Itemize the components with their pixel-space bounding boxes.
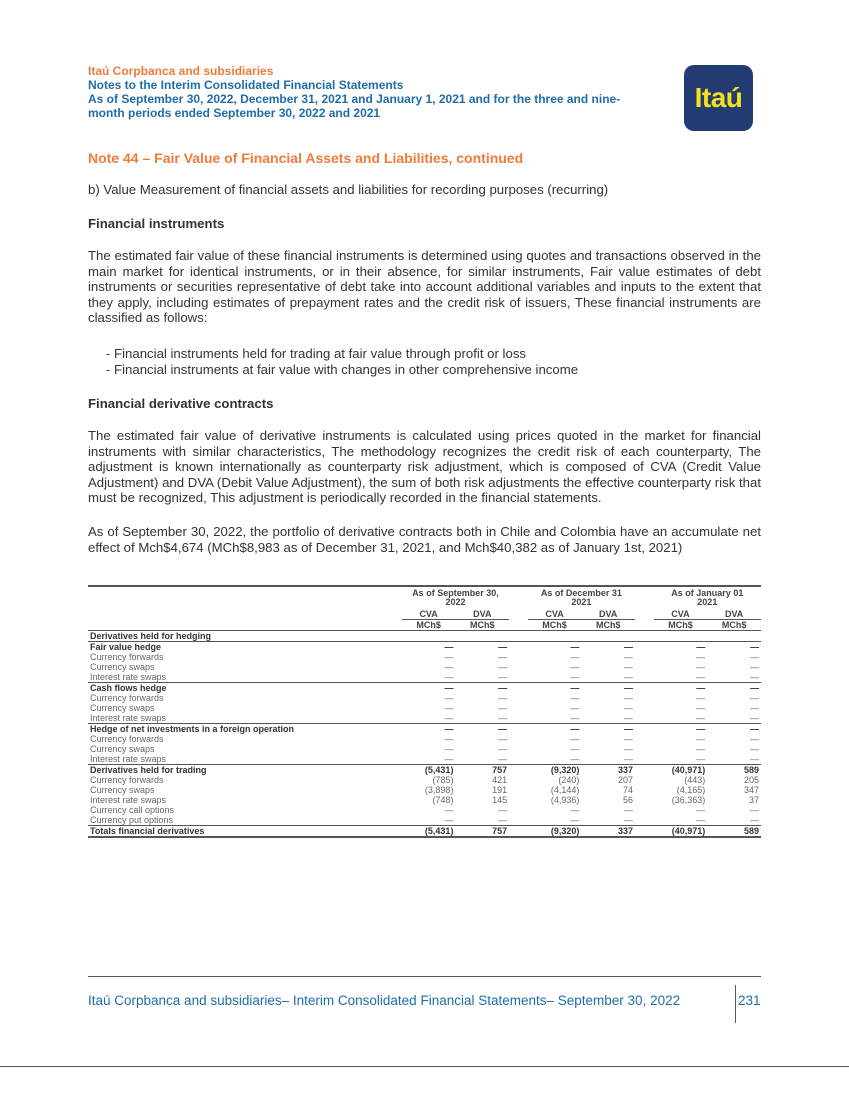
column-header: DVA <box>707 609 761 620</box>
cell-value: (9,320) <box>528 826 582 838</box>
cell-value: — <box>750 703 759 713</box>
row-label: Currency forwards <box>90 775 164 785</box>
cell-value: — <box>624 805 634 815</box>
gap <box>635 805 654 815</box>
cell-value: — <box>444 815 454 825</box>
cell-value: (240) <box>558 775 580 785</box>
cell-value: — <box>707 642 761 653</box>
table-row <box>88 765 761 776</box>
gap <box>635 744 654 754</box>
cell-value: — <box>581 724 635 735</box>
list-item: - Financial instruments held for trading at fair value through profit or loss <box>106 346 527 361</box>
gap <box>509 693 528 703</box>
row-label: Cash flows hedge <box>88 683 402 694</box>
gap <box>509 815 528 826</box>
cell-value: — <box>654 683 708 694</box>
derivatives-table <box>88 585 761 838</box>
cell-value: — <box>444 744 454 754</box>
cell-value: — <box>750 805 759 815</box>
gap <box>635 693 654 703</box>
cell-value: (36,363) <box>671 795 706 805</box>
gap <box>635 754 654 765</box>
cell-value: — <box>707 683 761 694</box>
cell-value: 207 <box>618 775 634 785</box>
cell-value: — <box>498 672 508 682</box>
gap <box>635 734 654 744</box>
cell-value: — <box>444 713 454 723</box>
cell-value: — <box>581 642 635 653</box>
gap <box>509 744 528 754</box>
cell-value: (5,431) <box>402 826 456 838</box>
cell-value: — <box>750 713 759 723</box>
unit-header: MCh$ <box>402 620 456 631</box>
gap <box>509 754 528 765</box>
cell-value: — <box>654 724 708 735</box>
cell-value: — <box>707 724 761 735</box>
cell-value: — <box>570 652 580 662</box>
gap <box>509 713 528 724</box>
company-name: Itaú Corpbanca and subsidiaries <box>88 64 274 78</box>
footer-text: Itaú Corpbanca and subsidiaries– Interim Consolidated Financial Statements– September 30, 2022 <box>88 993 681 1008</box>
period-header: As of September 30, 2022 <box>412 588 499 607</box>
gap <box>509 609 528 620</box>
row-label: Currency swaps <box>90 785 155 795</box>
gap <box>635 662 654 672</box>
fi-list <box>106 346 756 377</box>
cell-value: — <box>696 662 706 672</box>
cell-value: — <box>624 652 634 662</box>
cell-value: — <box>750 744 759 754</box>
gap <box>509 703 528 713</box>
fi-paragraph: The estimated fair value of these financial instruments is determined using quotes and transactions observed in the main market for identical instruments, or in their absence, for similar instruments, Fair value estimates of debt instruments or securities representative of debt take into account additional variables and inputs to the extent that they apply, including estimates of prepayment rates and the credit risk of issuers, These financial instruments are classified as follows: <box>88 248 761 326</box>
row-label: Interest rate swaps <box>90 795 167 805</box>
table-row <box>88 642 761 653</box>
cell-value: — <box>696 693 706 703</box>
cell-value: — <box>696 754 706 764</box>
cell-value: — <box>696 744 706 754</box>
gap <box>509 586 528 609</box>
cell-value: — <box>498 805 508 815</box>
cell-value: 589 <box>707 826 761 838</box>
cell-value: — <box>455 683 509 694</box>
cell-value: 37 <box>748 795 759 805</box>
cell-value: — <box>624 744 634 754</box>
cell-value: — <box>498 744 508 754</box>
gap <box>635 683 654 694</box>
cell-value: — <box>624 693 634 703</box>
table-row <box>88 672 761 683</box>
gap <box>509 785 528 795</box>
cell-value: — <box>696 805 706 815</box>
unit-header: MCh$ <box>654 620 708 631</box>
gap <box>635 620 654 631</box>
note-title: Note 44 – Fair Value of Financial Assets and Liabilities, continued <box>88 150 524 166</box>
table-row <box>88 693 761 703</box>
cell-value: — <box>455 642 509 653</box>
gap <box>509 734 528 744</box>
unit-header: MCh$ <box>455 620 509 631</box>
cell-value: — <box>750 652 759 662</box>
table-row <box>88 795 761 805</box>
cell-value: — <box>402 642 456 653</box>
cell-value: — <box>570 734 580 744</box>
cell-value: — <box>498 703 508 713</box>
period-line-2: month periods ended September 30, 2022 and 2021 <box>88 106 381 120</box>
cell-value: — <box>570 713 580 723</box>
row-label: Currency swaps <box>90 703 155 713</box>
row-label: Currency forwards <box>90 734 164 744</box>
gap <box>635 652 654 662</box>
gap <box>509 775 528 785</box>
gap <box>509 765 528 776</box>
gap <box>635 672 654 683</box>
cell-value: — <box>498 754 508 764</box>
gap <box>509 826 528 838</box>
table-row <box>88 754 761 765</box>
table-row <box>88 652 761 662</box>
gap <box>635 724 654 735</box>
period-header: As of January 01 2021 <box>671 588 744 607</box>
cell-value: — <box>570 703 580 713</box>
cell-value: — <box>750 815 759 825</box>
gap <box>635 609 654 620</box>
cell-value: 74 <box>623 785 634 795</box>
cell-value: — <box>444 662 454 672</box>
cell-value: — <box>444 652 454 662</box>
cell-value: (40,971) <box>654 765 708 776</box>
cell-value: — <box>750 693 759 703</box>
fd-title: Financial derivative contracts <box>88 396 274 411</box>
header-blank <box>88 586 402 609</box>
cell-value: 205 <box>743 775 759 785</box>
gap <box>635 775 654 785</box>
gap <box>509 683 528 694</box>
unit-header: MCh$ <box>707 620 761 631</box>
cell-value <box>402 631 456 642</box>
cell-value: — <box>528 683 582 694</box>
cell-value: 347 <box>743 785 759 795</box>
cell-value: — <box>498 652 508 662</box>
column-header: DVA <box>581 609 635 620</box>
page-number: 231 <box>735 985 761 1023</box>
cell-value: — <box>696 703 706 713</box>
table-row <box>88 683 761 694</box>
cell-value: (4,936) <box>550 795 580 805</box>
fd-paragraph-2: As of September 30, 2022, the portfolio of derivative contracts both in Chile and Colombia have an accumulate net effect of Mch$4,674 (MCh$8,983 as of December 31, 2021, and Mch$40,382 as of January 1st, 2021) <box>88 524 761 555</box>
cell-value: — <box>444 672 454 682</box>
cell-value: — <box>624 662 634 672</box>
cell-value: (443) <box>684 775 706 785</box>
table-row <box>88 703 761 713</box>
cell-value <box>654 631 708 642</box>
cell-value: — <box>750 672 759 682</box>
gap <box>509 620 528 631</box>
row-label: Currency swaps <box>90 744 155 754</box>
row-label: Derivatives held for trading <box>88 765 402 776</box>
cell-value: — <box>402 724 456 735</box>
table-row <box>88 724 761 735</box>
cell-value: (40,971) <box>654 826 708 838</box>
cell-value: — <box>498 662 508 672</box>
cell-value: — <box>444 754 454 764</box>
gap <box>635 586 654 609</box>
cell-value: — <box>444 703 454 713</box>
cell-value: (4,165) <box>676 785 706 795</box>
gap <box>635 785 654 795</box>
cell-value: — <box>570 754 580 764</box>
gap <box>509 631 528 642</box>
column-header: CVA <box>528 609 582 620</box>
table-row <box>88 713 761 724</box>
table-row <box>88 805 761 815</box>
list-item: - Financial instruments at fair value with changes in other comprehensive income <box>106 361 579 377</box>
cell-value: 145 <box>492 795 508 805</box>
row-label: Currency put options <box>90 815 174 825</box>
period-line-1: As of September 30, 2022, December 31, 2021 and January 1, 2021 and for the three and nine- <box>88 92 621 106</box>
cell-value: — <box>528 642 582 653</box>
cell-value: — <box>696 815 706 825</box>
cell-value <box>528 631 582 642</box>
cell-value: (9,320) <box>528 765 582 776</box>
gap <box>509 672 528 683</box>
cell-value: — <box>654 642 708 653</box>
cell-value <box>707 631 761 642</box>
cell-value: — <box>696 734 706 744</box>
cell-value: — <box>624 703 634 713</box>
notes-title: Notes to the Interim Consolidated Financial Statements <box>88 78 404 92</box>
gap <box>509 642 528 653</box>
gap <box>635 826 654 838</box>
cell-value: — <box>570 805 580 815</box>
cell-value: — <box>498 693 508 703</box>
cell-value: — <box>581 683 635 694</box>
header-blank <box>88 609 402 620</box>
cell-value: — <box>444 805 454 815</box>
page-bottom-rule <box>0 1066 849 1067</box>
row-label: Currency forwards <box>90 693 164 703</box>
table-row <box>88 631 761 642</box>
cell-value: 337 <box>581 826 635 838</box>
cell-value: — <box>498 713 508 723</box>
footer-rule <box>88 976 761 977</box>
cell-value: — <box>624 734 634 744</box>
row-label: Interest rate swaps <box>90 754 167 764</box>
gap <box>635 713 654 724</box>
row-label: Interest rate swaps <box>90 713 167 723</box>
row-label: Totals financial derivatives <box>88 826 402 838</box>
page-header <box>88 64 620 120</box>
cell-value: — <box>696 652 706 662</box>
cell-value: — <box>570 815 580 825</box>
fi-title: Financial instruments <box>88 216 225 231</box>
cell-value: — <box>624 672 634 682</box>
cell-value: — <box>570 662 580 672</box>
cell-value <box>455 631 509 642</box>
cell-value: — <box>402 683 456 694</box>
table-row <box>88 744 761 754</box>
row-label: Currency swaps <box>90 662 155 672</box>
cell-value: 191 <box>492 785 508 795</box>
gap <box>635 765 654 776</box>
cell-value: — <box>696 713 706 723</box>
gap <box>635 815 654 826</box>
unit-header: MCh$ <box>581 620 635 631</box>
row-label: Interest rate swaps <box>90 672 167 682</box>
cell-value: (5,431) <box>402 765 456 776</box>
cell-value: — <box>696 672 706 682</box>
cell-value: — <box>750 734 759 744</box>
cell-value: — <box>750 662 759 672</box>
table-row <box>88 775 761 785</box>
row-label: Hedge of net investments in a foreign operation <box>88 724 402 735</box>
period-header: As of December 31 2021 <box>540 588 622 607</box>
header-blank <box>88 620 402 631</box>
cell-value: 421 <box>492 775 508 785</box>
cell-value: (748) <box>432 795 454 805</box>
gap <box>509 795 528 805</box>
cell-value: (3,898) <box>424 785 454 795</box>
gap <box>509 652 528 662</box>
gap <box>635 642 654 653</box>
gap <box>635 795 654 805</box>
cell-value: 757 <box>455 826 509 838</box>
cell-value: 56 <box>623 795 634 805</box>
cell-value: (785) <box>432 775 454 785</box>
cell-value: — <box>570 672 580 682</box>
cell-value: (4,144) <box>550 785 580 795</box>
row-label: Currency forwards <box>90 652 164 662</box>
cell-value <box>581 631 635 642</box>
row-label: Fair value hedge <box>88 642 402 653</box>
fd-paragraph: The estimated fair value of derivative instruments is calculated using prices quoted in the market for financial instruments with similar characteristics, The methodology recognizes the credit risk of each counterparty, The adjustment is known internationally as counterparty risk adjustment, which is composed of CVA (Credit Value Adjustment) and DVA (Debit Value Adjustment), the sum of both risk adjustments the effective counterparty risk that must be recognized, This adjustment is periodically recorded in the financial statements. <box>88 428 761 506</box>
table-row <box>88 815 761 826</box>
table-row <box>88 662 761 672</box>
cell-value: 337 <box>581 765 635 776</box>
cell-value: — <box>624 713 634 723</box>
column-header: DVA <box>455 609 509 620</box>
cell-value: — <box>624 754 634 764</box>
cell-value: — <box>570 744 580 754</box>
row-label: Currency call options <box>90 805 175 815</box>
column-header: CVA <box>402 609 456 620</box>
cell-value: — <box>444 734 454 744</box>
column-header: CVA <box>654 609 708 620</box>
gap <box>509 662 528 672</box>
cell-value: 757 <box>455 765 509 776</box>
cell-value: — <box>750 754 759 764</box>
gap <box>635 703 654 713</box>
cell-value: — <box>498 734 508 744</box>
gap <box>509 805 528 815</box>
table-row <box>88 826 761 838</box>
cell-value: — <box>455 724 509 735</box>
gap <box>509 724 528 735</box>
section-b: b) Value Measurement of financial assets and liabilities for recording purposes (recurring) <box>88 182 609 197</box>
logo-text: Itaú <box>694 82 743 113</box>
cell-value: — <box>624 815 634 825</box>
cell-value: — <box>444 693 454 703</box>
table-row <box>88 785 761 795</box>
cell-value: — <box>528 724 582 735</box>
cell-value: — <box>570 693 580 703</box>
row-label: Derivatives held for hedging <box>88 631 402 642</box>
unit-header: MCh$ <box>528 620 582 631</box>
cell-value: 589 <box>707 765 761 776</box>
cell-value: — <box>498 815 508 825</box>
table-row <box>88 734 761 744</box>
gap <box>635 631 654 642</box>
itau-logo <box>684 65 753 131</box>
